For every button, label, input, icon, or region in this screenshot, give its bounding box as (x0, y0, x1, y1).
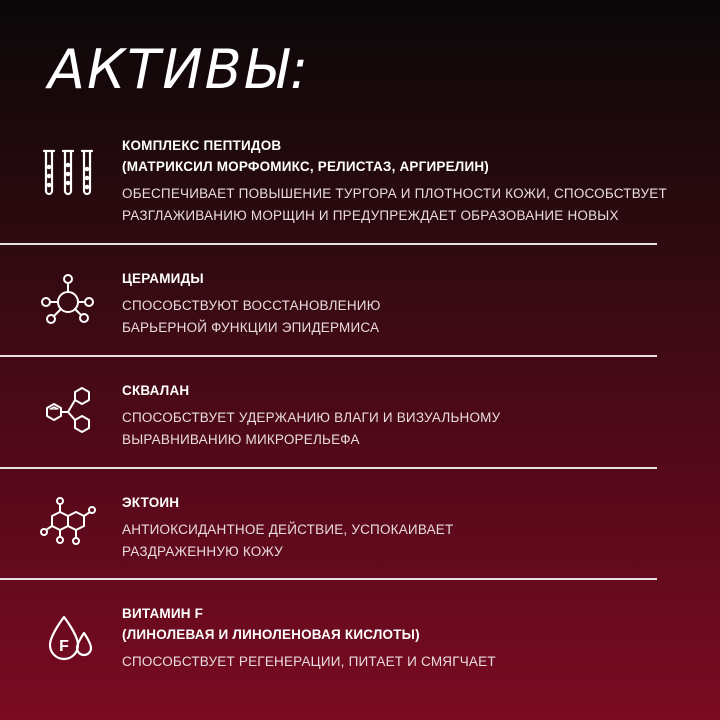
item-description: СПОСОБСТВУЕТ УДЕРЖАНИЮ ВЛАГИ И ВИЗУАЛЬНОМУ ВЫРАВНИВАНИЮ МИКРОРЕЛЬЕФА (122, 410, 501, 447)
divider (0, 355, 657, 357)
svg-text:F: F (59, 638, 69, 655)
triple-ring-icon (40, 382, 96, 438)
item-description: СПОСОБСТВУЕТ РЕГЕНЕРАЦИИ, ПИТАЕТ И СМЯГЧАЕТ (122, 654, 496, 669)
divider (0, 578, 657, 580)
item-description: СПОСОБСТВУЮТ ВОССТАНОВЛЕНИЮ БАРЬЕРНОЙ ФУНКЦИИ ЭПИДЕРМИСА (122, 298, 381, 335)
item-description: АНТИОКСИДАНТНОЕ ДЕЙСТВИЕ, УСПОКАИВАЕТ РАЗДРАЖЕННУЮ КОЖУ (122, 522, 454, 559)
item-heading: ЭКТОИН (122, 495, 180, 510)
item-heading: ЦЕРАМИДЫ (122, 271, 204, 286)
page-title: АКТИВЫ: (48, 38, 311, 101)
molecule-icon (40, 272, 96, 328)
vitamin-f-drop-icon (40, 611, 96, 667)
divider (0, 467, 657, 469)
item-heading: СКВАЛАН (122, 383, 190, 398)
divider (0, 243, 657, 245)
item-heading: КОМПЛЕКС ПЕПТИДОВ (МАТРИКСИЛ МОРФОМИКС, РЕЛИСТАЗ, АРГИРЕЛИН) (122, 138, 490, 174)
fused-ring-icon (40, 494, 96, 550)
item-heading: ВИТАМИН F (ЛИНОЛЕВАЯ И ЛИНОЛЕНОВАЯ КИСЛОТЫ) (122, 606, 420, 642)
item-description: ОБЕСПЕЧИВАЕТ ПОВЫШЕНИЕ ТУРГОРА И ПЛОТНОСТИ КОЖИ, СПОСОБСТВУЕТ РАЗГЛАЖИВАНИЮ МОРЩИН И ПРЕДУПРЕЖДАЕТ ОБРАЗОВАНИЕ НОВЫХ (122, 186, 667, 223)
test-tubes-icon (40, 143, 96, 199)
